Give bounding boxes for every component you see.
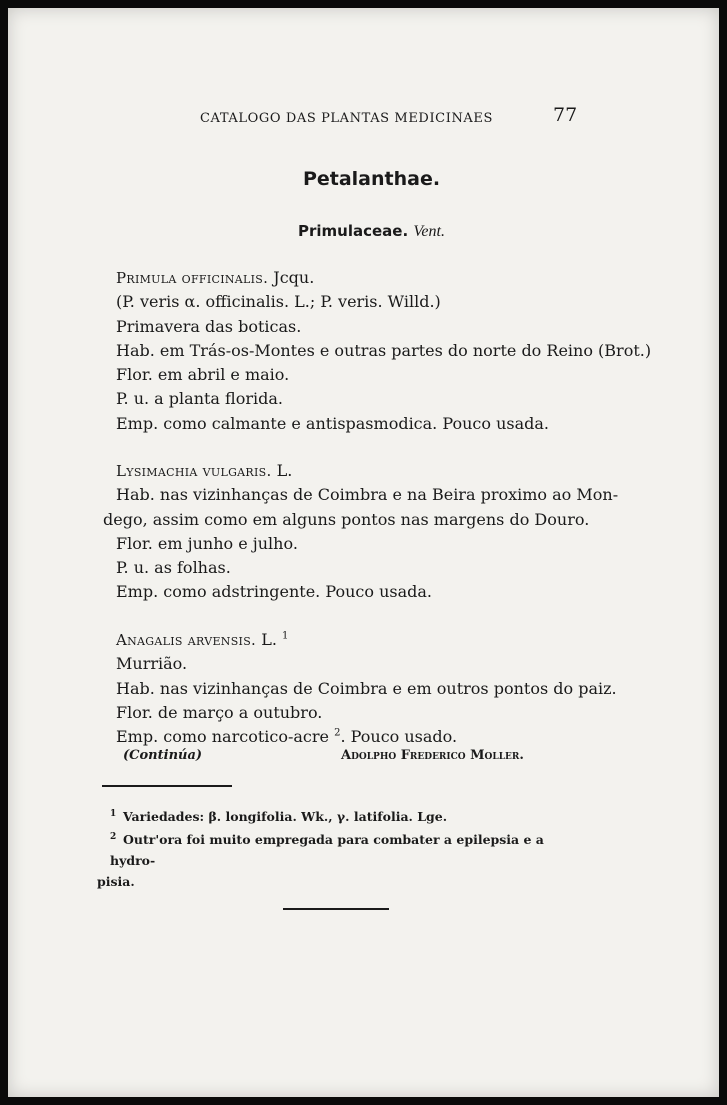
family-name: Primulaceae.	[298, 222, 409, 240]
plant-entry	[116, 266, 652, 436]
running-head: CATALOGO DAS PLANTAS MEDICINAES	[200, 111, 494, 126]
entry-line: Hab. em Trás-os-Montes e outras partes do norte do Reino (Brot.)	[116, 340, 652, 360]
section-title: Petalanthae.	[302, 168, 441, 190]
footnote-number: 1	[110, 809, 117, 819]
entry-line: Emp. como calmante e antispasmodica. Pouco usada.	[116, 413, 550, 433]
continua-label: (Continúa)	[123, 748, 203, 763]
family-authority: Vent.	[413, 223, 445, 240]
entry-line: P. u. as folhas.	[116, 558, 231, 578]
family-heading	[8, 222, 719, 241]
continuation-line	[123, 748, 563, 763]
species-name: Lysimachia vulgaris.	[116, 462, 272, 480]
species-author: L.	[256, 630, 277, 649]
footnote-ref: 1	[282, 630, 289, 642]
entry-line-tail: . Pouco usado.	[340, 727, 458, 747]
footnote	[110, 827, 580, 871]
plant-entry	[103, 459, 619, 605]
footnote-text: Variedades: β. longifolia. Wk., γ. latifolia. Lge.	[123, 809, 448, 825]
article-author: Adolpho Frederico Moller.	[341, 748, 524, 763]
species-name: Primula officinalis.	[116, 269, 269, 287]
footnote-text: Outr'ora foi muito empregada para combater a epilepsia e a hydro-	[110, 832, 544, 869]
plant-entry	[116, 628, 617, 749]
footnotes	[97, 804, 580, 892]
entry-line: Flor. em abril e maio.	[116, 365, 290, 385]
entry-line: Flor. de março a outubro.	[116, 702, 323, 722]
entry-line: dego, assim como em alguns pontos nas margens do Douro.	[103, 509, 590, 529]
entry-line: Flor. em junho e julho.	[116, 533, 298, 553]
entry-line: Emp. como narcotico-acre	[116, 727, 329, 747]
footnote-number: 2	[110, 832, 117, 843]
footnote-divider	[102, 785, 232, 787]
footnote-continuation: pisia.	[97, 874, 135, 890]
entry-line: (P. veris α. officinalis. L.; P. veris. Willd.)	[116, 292, 441, 312]
footnote-ref: 2	[334, 727, 341, 739]
entry-line: P. u. a planta florida.	[116, 389, 283, 409]
species-author: L.	[271, 461, 293, 480]
entry-line: Murrião.	[116, 654, 188, 674]
entry-line: Emp. como adstringente. Pouco usada.	[116, 582, 432, 602]
document-page	[8, 8, 719, 1097]
footnote	[110, 804, 580, 827]
species-name: Anagalis arvensis.	[116, 631, 257, 649]
entry-line: Primavera das boticas.	[116, 316, 302, 336]
entry-line: Hab. nas vizinhanças de Coimbra e na Beira proximo ao Mon-	[116, 485, 619, 505]
species-author: Jcqu.	[268, 268, 315, 287]
end-rule	[283, 908, 389, 910]
entry-line: Hab. nas vizinhanças de Coimbra e em outros pontos do paiz.	[116, 678, 617, 698]
page-number: 77	[553, 104, 578, 126]
